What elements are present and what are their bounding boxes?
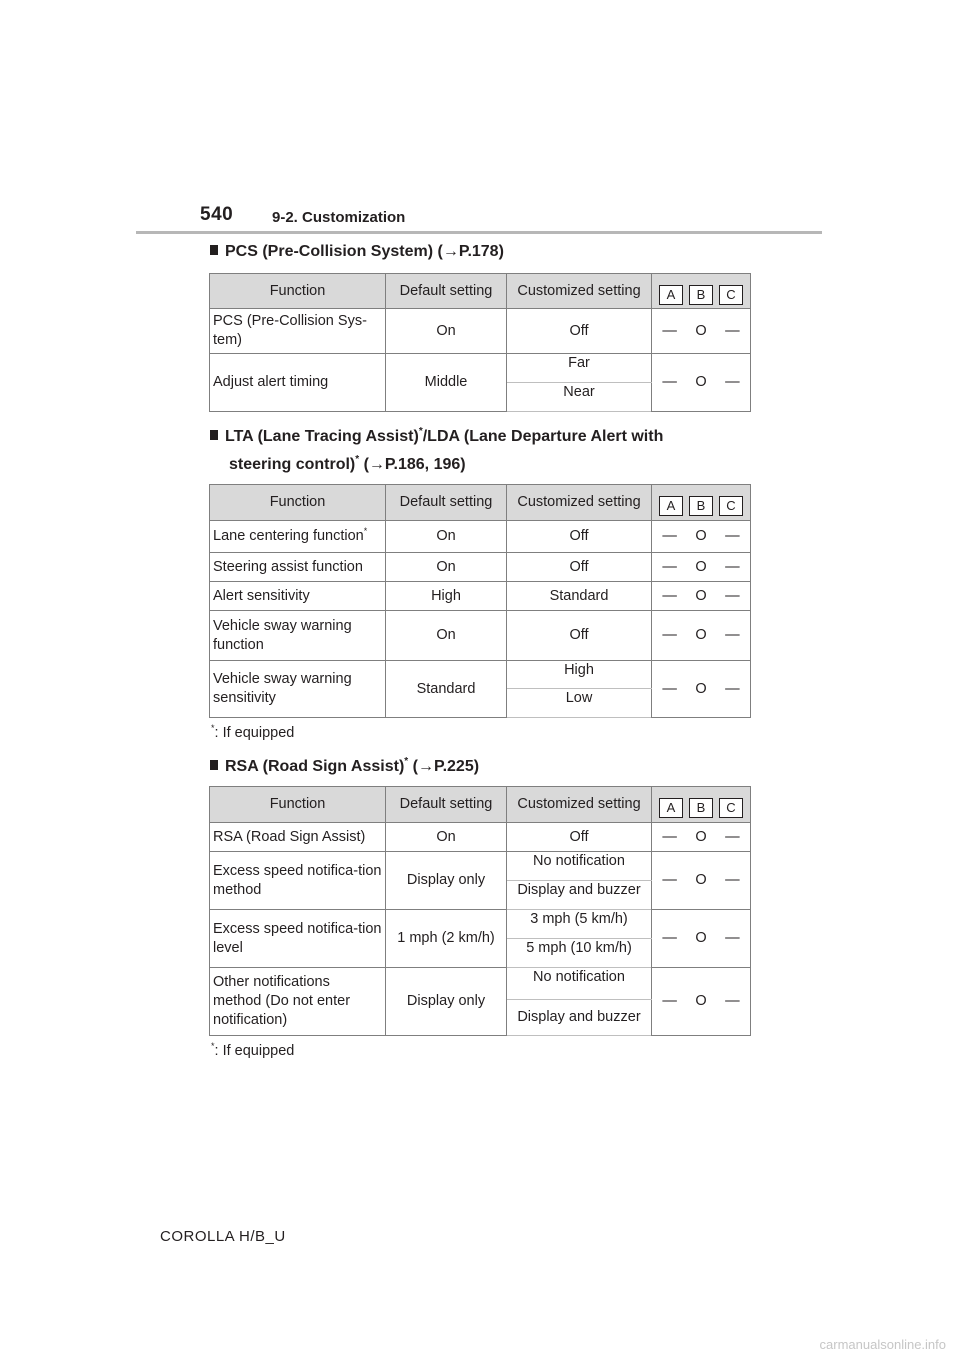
default-cell: 1 mph (2 km/h) <box>386 910 507 968</box>
default-cell: Display only <box>386 968 507 1036</box>
abc-cell: — O — <box>652 553 751 582</box>
default-cell: On <box>386 521 507 553</box>
method-a-icon: A <box>659 798 683 818</box>
method-b-icon: B <box>689 496 713 516</box>
table-row <box>210 823 751 852</box>
custom-cell: Off <box>507 553 652 582</box>
custom-cell: 3 mph (5 km/h) <box>507 910 652 939</box>
square-bullet-icon <box>210 245 218 255</box>
abc-cell: — O — <box>652 852 751 910</box>
abc-cell: — O — <box>652 661 751 718</box>
column-custom: Customized setting <box>507 485 652 521</box>
table-header-row <box>210 787 751 823</box>
custom-cell: Off <box>507 521 652 553</box>
table-row <box>210 910 751 939</box>
column-default: Default setting <box>386 274 507 309</box>
table-row <box>210 852 751 881</box>
function-cell: PCS (Pre-Collision Sys-tem) <box>210 309 386 354</box>
custom-cell: High <box>507 661 652 689</box>
column-function: Function <box>210 485 386 521</box>
lta-settings-table <box>209 484 751 718</box>
function-cell: Excess speed notifica-tion level <box>210 910 386 968</box>
custom-cell: Off <box>507 309 652 354</box>
custom-cell: Off <box>507 823 652 852</box>
table-row <box>210 611 751 661</box>
pcs-settings-table <box>209 273 751 412</box>
square-bullet-icon <box>210 430 218 440</box>
header-rule <box>136 231 822 234</box>
method-a-icon: A <box>659 285 683 305</box>
table-row <box>210 582 751 611</box>
default-cell: Standard <box>386 661 507 718</box>
page-header <box>200 204 822 234</box>
column-custom: Customized setting <box>507 274 652 309</box>
function-cell: Alert sensitivity <box>210 582 386 611</box>
page-number: 540 <box>200 204 234 225</box>
custom-cell: Near <box>507 383 652 412</box>
table-row <box>210 968 751 1000</box>
default-cell: On <box>386 553 507 582</box>
abc-cell: — O — <box>652 968 751 1036</box>
custom-cell: Display and buzzer <box>507 1000 652 1036</box>
custom-cell: Far <box>507 354 652 383</box>
default-cell: On <box>386 611 507 661</box>
method-c-icon: C <box>719 798 743 818</box>
custom-cell: Low <box>507 689 652 718</box>
abc-cell: — O — <box>652 521 751 553</box>
table-row <box>210 309 751 354</box>
pcs-heading: PCS (Pre-Collision System) (→P.178) <box>210 238 504 266</box>
table-row <box>210 521 751 553</box>
method-b-icon: B <box>689 798 713 818</box>
column-default: Default setting <box>386 787 507 823</box>
custom-cell: Display and buzzer <box>507 881 652 910</box>
watermark: carmanualsonline.info <box>819 1337 946 1352</box>
table-row <box>210 661 751 689</box>
arrow-icon: → <box>442 243 459 260</box>
custom-cell: No notification <box>507 968 652 1000</box>
abc-cell: — O — <box>652 354 751 412</box>
method-c-icon: C <box>719 285 743 305</box>
column-abc <box>652 485 751 521</box>
column-abc <box>652 787 751 823</box>
function-cell: Excess speed notifica-tion method <box>210 852 386 910</box>
column-custom: Customized setting <box>507 787 652 823</box>
default-cell: Middle <box>386 354 507 412</box>
footnote: *: If equipped <box>211 723 295 741</box>
abc-cell: — O — <box>652 910 751 968</box>
footnote: *: If equipped <box>211 1041 295 1059</box>
custom-cell: No notification <box>507 852 652 881</box>
default-cell: Display only <box>386 852 507 910</box>
function-cell: Vehicle sway warning sensitivity <box>210 661 386 718</box>
abc-cell: — O — <box>652 309 751 354</box>
method-b-icon: B <box>689 285 713 305</box>
table-row <box>210 354 751 383</box>
function-cell: Adjust alert timing <box>210 354 386 412</box>
column-abc <box>652 274 751 309</box>
abc-cell: — O — <box>652 611 751 661</box>
function-cell: Lane centering function* <box>210 521 386 553</box>
arrow-icon: → <box>368 456 385 473</box>
section-title: 9-2. Customization <box>272 209 406 226</box>
method-a-icon: A <box>659 496 683 516</box>
function-cell: Steering assist function <box>210 553 386 582</box>
abc-cell: — O — <box>652 582 751 611</box>
table-header-row <box>210 485 751 521</box>
custom-cell: Off <box>507 611 652 661</box>
column-function: Function <box>210 787 386 823</box>
table-header-row <box>210 274 751 309</box>
arrow-icon: → <box>417 758 434 775</box>
function-cell: Other notifications method (Do not enter notification) <box>210 968 386 1036</box>
rsa-heading: RSA (Road Sign Assist)* (→P.225) <box>210 753 479 781</box>
default-cell: On <box>386 823 507 852</box>
custom-cell: Standard <box>507 582 652 611</box>
lta-heading: LTA (Lane Tracing Assist)*/LDA (Lane Departure Alert with steering control)* (→P.186, 196) <box>210 423 663 479</box>
default-cell: High <box>386 582 507 611</box>
square-bullet-icon <box>210 760 218 770</box>
abc-cell: — O — <box>652 823 751 852</box>
rsa-settings-table <box>209 786 751 1036</box>
custom-cell: 5 mph (10 km/h) <box>507 939 652 968</box>
default-cell: On <box>386 309 507 354</box>
column-function: Function <box>210 274 386 309</box>
column-default: Default setting <box>386 485 507 521</box>
function-cell: Vehicle sway warning function <box>210 611 386 661</box>
method-c-icon: C <box>719 496 743 516</box>
footer-model: COROLLA H/B_U <box>160 1228 286 1245</box>
function-cell: RSA (Road Sign Assist) <box>210 823 386 852</box>
table-row <box>210 553 751 582</box>
